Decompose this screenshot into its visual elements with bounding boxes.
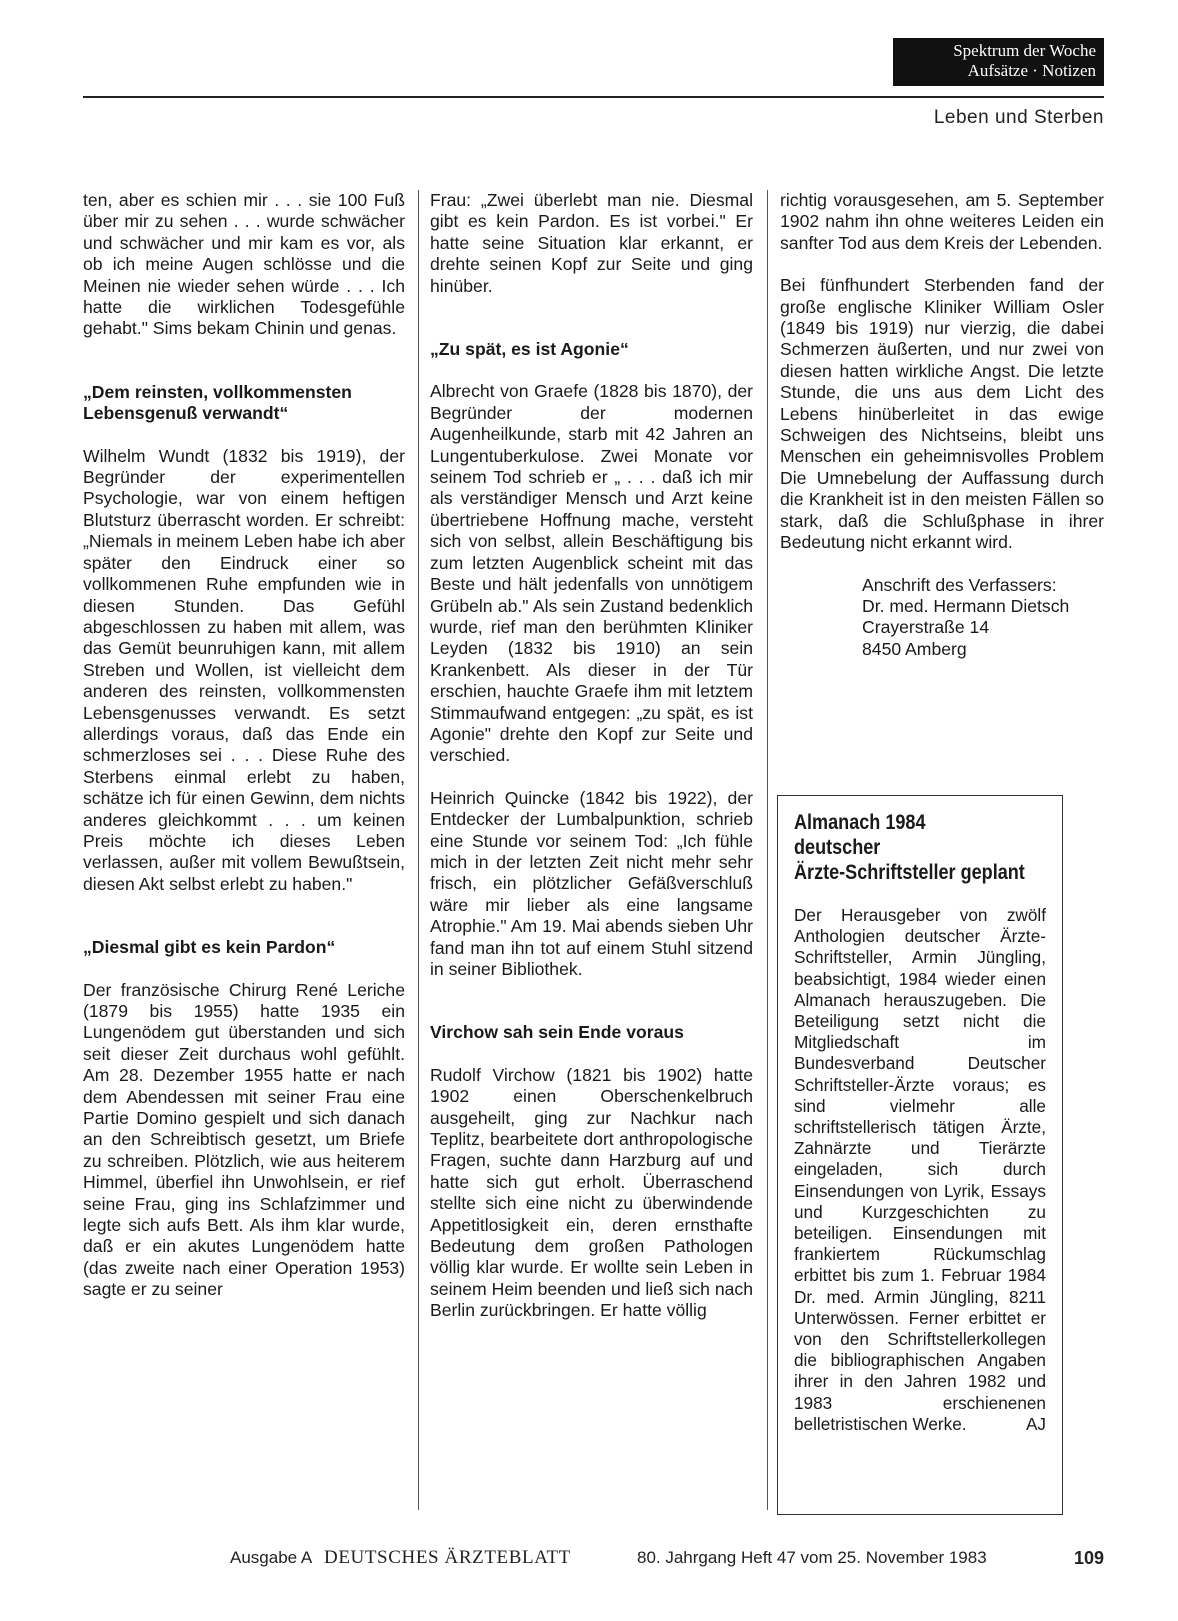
subheading: „Diesmal gibt es kein Pardon“ xyxy=(83,937,336,958)
footer-journal: DEUTSCHES ÄRZTEBLATT xyxy=(324,1547,571,1568)
notice-signature: AJ xyxy=(1025,1413,1046,1434)
address-name: Dr. med. Hermann Dietsch xyxy=(862,595,1070,616)
badge-line-2: Aufsätze · Notizen xyxy=(967,61,1096,80)
author-address xyxy=(862,575,1104,661)
column-2 xyxy=(430,190,753,1343)
address-city: 8450 Amberg xyxy=(862,638,967,659)
notice-title-line-3: Ärzte-Schriftsteller geplant xyxy=(794,861,1025,884)
column-divider-2 xyxy=(767,190,768,1510)
address-street: Crayerstraße 14 xyxy=(862,617,990,638)
paragraph: Der französische Chirurg René Leriche (1879 bis 1955) hatte 1935 ein Lungenödem gut überstanden und sich seit dieser Zeit durchaus wohl gefühlt. Am 28. Dezember 1955 hatte er nach dem Abendessen mit seiner Frau eine Partie Domino gespielt und sich danach an den Schreibtisch gesetzt, um Briefe zu schreiben. Plötzlich, wie aus heiterem Himmel, überfiel ihn Unwohlsein, er rief seine Frau, ging ins Schlafzimmer und legte sich aufs Bett. Als ihm klar wurde, daß er ein akutes Lungenödem hatte (das zweite nach einer Operation 1953) sagte er zu seiner xyxy=(83,979,405,1300)
paragraph: ten, aber es schien mir . . . sie 100 Fuß über mir zu sehen . . . wurde schwächer und schwächer und mir kam es vor, als ob ich meine Augen schlösse und die Meinen nie wieder sehen würde . . . Ich hatte die wirklichen Todesgefühle gehabt." Sims bekam Chinin und genas. xyxy=(83,190,405,339)
column-3 xyxy=(780,190,1104,660)
paragraph: Rudolf Virchow (1821 bis 1902) hatte 1902 einen Oberschenkelbruch ausgeheilt, ging zur Nachkur nach Teplitz, bearbeitete dort anthropologische Fragen, suchte dann Harzburg auf und hatte sich gut erholt. Überraschend stellte sich eine nicht zu überwindende Appetitlosigkeit ein, deren ernsthafte Bedeutung dem großen Pathologen völlig klar wurde. Er wollte sein Leben in seinem Heim beenden und ließ sich nach Berlin zurückbringen. Er hatte völlig xyxy=(430,1064,753,1321)
paragraph: richtig vorausgesehen, am 5. September 1902 nahm ihn ohne weiteres Leiden ein sanfter Tod aus dem Kreis der Lebenden. xyxy=(780,190,1104,253)
column-divider-1 xyxy=(418,190,419,1510)
notice-box xyxy=(777,795,1063,1515)
notice-text: Der Herausgeber von zwölf Anthologien deutscher Ärzte-Schriftsteller, Armin Jüngling, beabsichtigt, 1984 wieder einen Almanach herauszugeben. Die Beteiligung setzt nicht die Mitgliedschaft im Bundesverband Deutscher Schriftsteller-Ärzte voraus; es sind vielmehr alle schriftstellerisch tätigen Ärzte, Zahnärzte und Tierärzte eingeladen, sich durch Einsendungen von Lyrik, Essays und Kurzgeschichten zu beteiligen. Einsendungen mit frankiertem Rückumschlag erbittet bis zum 1. Februar 1984 Dr. med. Armin Jüngling, 8211 Unterwössen. Ferner erbittet er von den Schriftstellerkollegen die bibliographischen Angaben ihrer in den Jahren 1982 und 1983 erschienenen belletristischen Werke. xyxy=(794,905,1046,1434)
paragraph: Bei fünfhundert Sterbenden fand der große englische Kliniker William Osler (1849 bis 1919) nur vierzig, die dabei Schmerzen äußerten, und nur zwei von diesen hatten wirkliche Angst. Die letzte Stunde, die uns aus dem Licht des Lebens hinüberleitet in das ewige Schweigen des Nichtseins, bleibt uns Menschen ein geheimnisvolles Problem Die Umnebelung der Auffassung durch die Krankheit ist in den meisten Fällen so stark, daß die Schlußphase in ihrer Bedeutung nicht erkannt wird. xyxy=(780,275,1104,553)
column-1 xyxy=(83,190,405,1322)
footer-edition: Ausgabe A xyxy=(230,1548,313,1567)
notice-title-line-2: deutscher xyxy=(794,836,881,859)
paragraph: Frau: „Zwei überlebt man nie. Diesmal gibt es kein Pardon. Es ist vorbei." Er hatte seine Situation klar erkannt, er drehte seinen Kopf zur Seite und ging hinüber. xyxy=(430,190,753,296)
subheading: „Dem reinsten, vollkommensten Lebensgenuß verwandt“ xyxy=(83,381,352,424)
address-label: Anschrift des Verfassers: xyxy=(862,574,1057,595)
notice-title xyxy=(794,810,1025,885)
footer-issue: 80. Jahrgang Heft 47 vom 25. November 1983 xyxy=(637,1548,987,1567)
badge-line-1: Spektrum der Woche xyxy=(953,41,1096,60)
subheading: Virchow sah sein Ende voraus xyxy=(430,1022,684,1043)
subheading: „Zu spät, es ist Agonie“ xyxy=(430,339,629,360)
notice-title-line-1: Almanach 1984 xyxy=(794,811,926,834)
header-rule xyxy=(83,96,1104,98)
paragraph: Albrecht von Graefe (1828 bis 1870), der Begründer der modernen Augenheilkunde, starb mit 42 Jahren an Lungentuberkulose. Zwei Monate vor seinem Tod schrieb er „ . . . daß ich mir als verständiger Mensch und Arzt keine übertriebene Hoffnung mache, versteht sich von selbst, allein Beschäftigung bis zum letzten Augenblick scheint mit das Beste und hält jedenfalls von unnötigem Grübeln ab." Als sein Zustand bedenklich wurde, rief man den berühmten Kliniker Leyden (1832 bis 1910) an sein Krankenbett. Als dieser in der Tür erschien, hauchte Graefe ihm mit letztem Stimmaufwand entgegen: „zu spät, es ist Agonie" drehte den Kopf zur Seite und verschied. xyxy=(430,381,753,766)
page-number: 109 xyxy=(1073,1548,1104,1568)
paragraph: Heinrich Quincke (1842 bis 1922), der Entdecker der Lumbalpunktion, schrieb eine Stunde vor seinem Tod: „Ich fühle mich in der letzten Zeit nicht mehr sehr frisch, ein plötzlicher Gefäßverschluß wäre mir lieber als eine langsame Atrophie." Am 19. Mai abends sieben Uhr fand man ihn tot auf einem Stuhl sitzend in seiner Bibliothek. xyxy=(430,787,753,979)
header-badge xyxy=(893,38,1104,86)
section-label: Leben und Sterben xyxy=(933,107,1104,128)
notice-body xyxy=(794,905,1046,1435)
paragraph: Wilhelm Wundt (1832 bis 1919), der Begründer der experimentellen Psychologie, war von einem heftigen Blutsturz überrascht worden. Er schreibt: „Niemals in meinem Leben habe ich aber später den Eindruck einer so vollkommenen Ruhe empfunden wie in diesen Stunden. Das Gefühl abgeschlossen zu haben mit allem, was das Gemüt beunruhigen kann, mit allem Streben und Wollen, ist vielleicht dem anderen des reinsten, vollkommensten Lebensgenusses verwandt. Es setzt allerdings voraus, daß das Ende ein schmerzloses sei . . . Diese Ruhe des Sterbens einmal erlebt zu haben, schätze ich für einen Gewinn, dem nichts anderes gleichkommt . . . um keinen Preis möchte ich dieses Leben verlassen, außer mit vollem Bewußtsein, diesen Akt selbst erlebt zu haben." xyxy=(83,445,405,894)
